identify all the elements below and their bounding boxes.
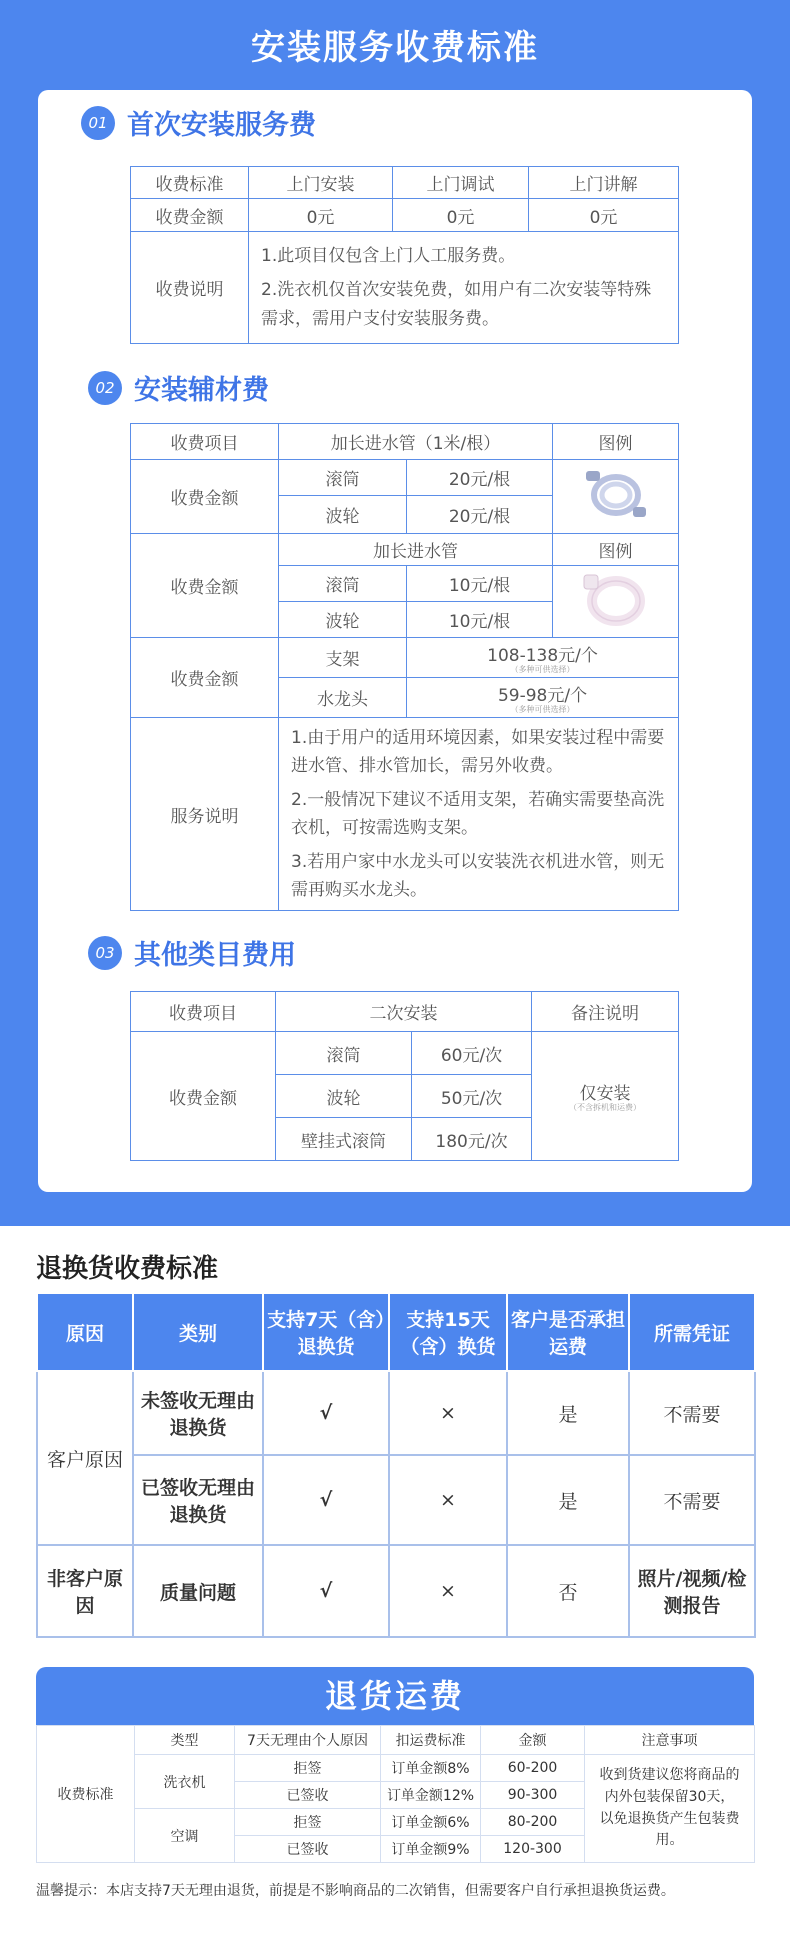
row-label: 收费标准 xyxy=(37,1726,135,1863)
row-label: 收费金额 xyxy=(131,638,279,718)
header-cell: 类别 xyxy=(133,1293,263,1371)
type-cell: 滚筒 xyxy=(279,460,407,496)
category-cell: 未签收无理由退换货 xyxy=(133,1371,263,1455)
notice-cell: 收到货建议您将商品的内外包装保留30天，以免退换货产生包装费用。 xyxy=(585,1755,755,1863)
standard-cell: 订单金额12% xyxy=(381,1782,481,1809)
amount-cell: 90-300 xyxy=(481,1782,585,1809)
row-label: 服务说明 xyxy=(131,718,279,911)
row-label: 收费金额 xyxy=(131,460,279,534)
header-cell: 所需凭证 xyxy=(629,1293,755,1371)
price-cell: 10元/根 xyxy=(407,602,553,638)
white-pipe-icon xyxy=(580,567,652,631)
note-text: 2.洗衣机仅首次安装免费，如用户有二次安装等特殊需求，需用户支付安装服务费。 xyxy=(261,280,652,329)
amount-cell: 120-300 xyxy=(481,1836,585,1863)
type-cell: 洗衣机 xyxy=(135,1755,235,1809)
price-cell xyxy=(407,638,679,678)
header-cell: 图例 xyxy=(553,534,679,566)
return-freight-banner: 退货运费 xyxy=(36,1667,754,1725)
return-freight-table xyxy=(36,1725,755,1863)
reason-cell: 拒签 xyxy=(235,1809,381,1836)
price-cell: 20元/根 xyxy=(407,496,553,534)
header-cell: 支持7天（含）退换货 xyxy=(263,1293,389,1371)
row-label: 收费金额 xyxy=(131,534,279,638)
cross-cell: × xyxy=(389,1455,507,1545)
header-cell: 二次安装 xyxy=(276,992,532,1032)
freight-cell: 否 xyxy=(507,1545,629,1637)
reason-cell: 已签收 xyxy=(235,1836,381,1863)
type-cell: 波轮 xyxy=(279,496,407,534)
price-note: （多种可供选择） xyxy=(510,664,575,674)
header-cell: 客户是否承担运费 xyxy=(507,1293,629,1371)
check-cell: √ xyxy=(263,1545,389,1637)
header-cell: 上门调试 xyxy=(393,167,529,199)
header-cell: 加长进水管（1米/根） xyxy=(279,424,553,460)
header-cell: 收费标准 xyxy=(131,167,249,199)
cross-cell: × xyxy=(389,1545,507,1637)
type-cell: 波轮 xyxy=(279,602,407,638)
cross-cell: × xyxy=(389,1371,507,1455)
note-text: 1.此项目仅包含上门人工服务费。 xyxy=(261,246,516,267)
remark-text: 仅安装 xyxy=(579,1084,631,1105)
header-cell: 备注说明 xyxy=(532,992,679,1032)
reason-cell: 拒签 xyxy=(235,1755,381,1782)
note-text: 2.一般情况下建议不适用支架，若确实需要垫高洗衣机，可按需选购支架。 xyxy=(291,790,665,839)
check-cell: √ xyxy=(263,1455,389,1545)
amount-cell: 80-200 xyxy=(481,1809,585,1836)
type-cell: 空调 xyxy=(135,1809,235,1863)
section-number: 01 xyxy=(81,106,115,140)
type-cell: 波轮 xyxy=(276,1075,412,1118)
type-cell: 滚筒 xyxy=(279,566,407,602)
section-number: 02 xyxy=(88,371,122,405)
freight-cell: 是 xyxy=(507,1371,629,1455)
freight-cell: 是 xyxy=(507,1455,629,1545)
coiled-pipe-icon xyxy=(581,463,651,525)
header-cell: 7天无理由个人原因 xyxy=(235,1726,381,1755)
fee-card xyxy=(38,90,752,1192)
section-title: 安装辅材费 xyxy=(134,375,269,406)
price-text: 59-98元/个 xyxy=(497,685,588,706)
section-title: 首次安装服务费 xyxy=(127,110,316,141)
header-cell: 金额 xyxy=(481,1726,585,1755)
standard-cell: 订单金额6% xyxy=(381,1809,481,1836)
return-section-title: 退换货收费标准 xyxy=(36,1254,219,1284)
header-cell: 支持15天（含）换货 xyxy=(389,1293,507,1371)
materials-table xyxy=(130,423,679,911)
note-cell xyxy=(279,718,679,911)
price-cell: 0元 xyxy=(529,199,679,232)
price-cell: 10元/根 xyxy=(407,566,553,602)
note-text: 1.由于用户的适用环境因素，如果安装过程中需要进水管、排水管加长，需另外收费。 xyxy=(291,728,665,777)
price-text: 108-138元/个 xyxy=(487,645,598,666)
header-cell: 注意事项 xyxy=(585,1726,755,1755)
cause-cell: 非客户原因 xyxy=(37,1545,133,1637)
proof-cell: 不需要 xyxy=(629,1371,755,1455)
price-cell: 180元/次 xyxy=(412,1118,532,1161)
row-label: 收费金额 xyxy=(131,199,249,232)
price-cell: 50元/次 xyxy=(412,1075,532,1118)
section-1-header xyxy=(81,103,316,142)
type-cell: 支架 xyxy=(279,638,407,678)
reason-cell: 已签收 xyxy=(235,1782,381,1809)
first-install-table xyxy=(130,166,679,344)
header-cell: 收费项目 xyxy=(131,424,279,460)
standard-cell: 订单金额8% xyxy=(381,1755,481,1782)
header-cell: 收费项目 xyxy=(131,992,276,1032)
price-cell: 60元/次 xyxy=(412,1032,532,1075)
page-title: 安装服务收费标准 xyxy=(251,28,539,68)
cause-cell: 客户原因 xyxy=(37,1371,133,1545)
check-cell: √ xyxy=(263,1371,389,1455)
note-cell xyxy=(249,232,679,344)
price-cell: 0元 xyxy=(393,199,529,232)
section-number: 03 xyxy=(88,936,122,970)
remark-cell xyxy=(532,1032,679,1161)
section-title: 其他类目费用 xyxy=(134,940,296,971)
pipe-image xyxy=(553,566,679,638)
type-cell: 滚筒 xyxy=(276,1032,412,1075)
price-cell xyxy=(407,678,679,718)
type-cell: 水龙头 xyxy=(279,678,407,718)
row-label: 收费说明 xyxy=(131,232,249,344)
remark-note: （不含拆机和运费） xyxy=(569,1103,641,1113)
price-cell: 20元/根 xyxy=(407,460,553,496)
other-fee-table xyxy=(130,991,679,1161)
header-cell: 上门安装 xyxy=(249,167,393,199)
header-cell: 图例 xyxy=(553,424,679,460)
proof-cell: 不需要 xyxy=(629,1455,755,1545)
note-text: 3.若用户家中水龙头可以安装洗衣机进水管，则无需再购买水龙头。 xyxy=(291,852,665,901)
price-cell: 0元 xyxy=(249,199,393,232)
amount-cell: 60-200 xyxy=(481,1755,585,1782)
header-cell: 类型 xyxy=(135,1726,235,1755)
header-cell: 加长进水管 xyxy=(279,534,553,566)
warm-tip: 温馨提示：本店支持7天无理由退货，前提是不影响商品的二次销售，但需要客户自行承担退换货运费。 xyxy=(36,1883,675,1899)
header-cell: 上门讲解 xyxy=(529,167,679,199)
standard-cell: 订单金额9% xyxy=(381,1836,481,1863)
return-exchange-table xyxy=(36,1292,756,1638)
pipe-image xyxy=(553,460,679,534)
category-cell: 已签收无理由退换货 xyxy=(133,1455,263,1545)
section-3-header xyxy=(88,933,296,972)
category-cell: 质量问题 xyxy=(133,1545,263,1637)
section-2-header xyxy=(88,368,269,407)
row-label: 收费金额 xyxy=(131,1032,276,1161)
header-cell: 原因 xyxy=(37,1293,133,1371)
price-note: （多种可供选择） xyxy=(510,704,575,714)
proof-cell: 照片/视频/检测报告 xyxy=(629,1545,755,1637)
type-cell: 壁挂式滚筒 xyxy=(276,1118,412,1161)
header-cell: 扣运费标准 xyxy=(381,1726,481,1755)
